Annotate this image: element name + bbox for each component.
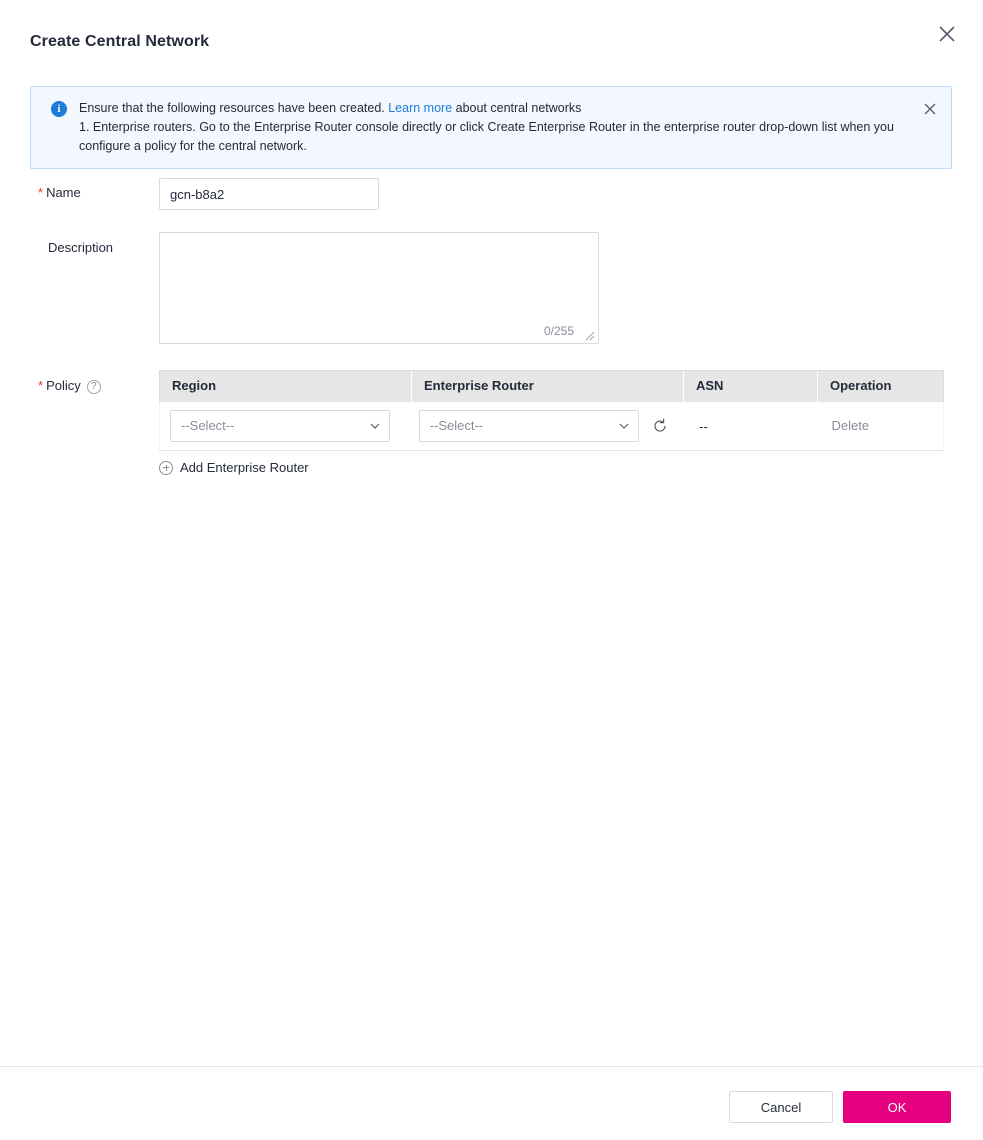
name-input[interactable] [159,178,379,210]
chevron-down-icon [370,423,380,429]
refresh-icon[interactable] [651,417,669,435]
column-header-asn: ASN [684,371,818,402]
alert-text-suffix: about central networks [452,101,582,115]
region-cell [170,410,419,442]
plus-circle-icon [159,461,173,475]
alert-line-1 [79,99,911,118]
name-field-row [30,178,960,210]
description-textarea[interactable] [160,233,598,343]
alert-text-prefix: Ensure that the following resources have been created. [79,101,389,115]
required-marker: * [38,185,44,200]
enterprise-router-select[interactable] [419,410,639,442]
add-enterprise-router-button[interactable] [159,460,309,475]
asn-cell: -- [699,418,708,434]
policy-label: Policy [46,378,81,393]
learn-more-link[interactable]: Learn more [388,101,453,115]
operation-cell [820,417,944,435]
page-title: Create Central Network [30,33,210,50]
region-select-value: --Select-- [181,418,235,433]
description-box [159,232,599,344]
description-counter: 0/255 [543,324,574,338]
alert-line-2: 1. Enterprise routers. Go to the Enterprise Router console directly or click Create Enterprise Router in the enterprise router drop-down list when you configure a policy for the central network. [79,120,894,153]
question-mark-icon[interactable]: ? [87,380,101,394]
ok-button[interactable]: OK [843,1091,951,1123]
resize-handle-icon[interactable] [583,328,595,340]
info-icon: i [51,101,67,117]
table-row [160,402,943,450]
column-header-region: Region [160,371,412,402]
name-label-wrap [38,185,81,200]
footer-divider [0,1066,983,1067]
info-alert [30,86,952,169]
add-enterprise-router-label: Add Enterprise Router [180,460,309,475]
required-marker: * [38,378,44,393]
description-label: Description [48,240,114,255]
table-header-row [159,370,944,402]
region-select[interactable] [170,410,390,442]
dialog-header [0,0,983,74]
alert-close-icon[interactable] [921,100,939,118]
table-body [159,402,944,451]
policy-label-wrap [38,378,101,394]
name-label: Name [46,185,81,200]
enterprise-router-cell [419,410,687,442]
chevron-down-icon [619,423,629,429]
policy-table [159,370,944,480]
column-header-enterprise-router: Enterprise Router [412,371,684,402]
column-header-operation: Operation [830,378,892,393]
close-icon[interactable] [933,20,961,48]
cancel-button[interactable]: Cancel [729,1091,833,1123]
enterprise-router-select-value: --Select-- [429,418,484,433]
delete-row-button[interactable]: Delete [831,418,870,433]
